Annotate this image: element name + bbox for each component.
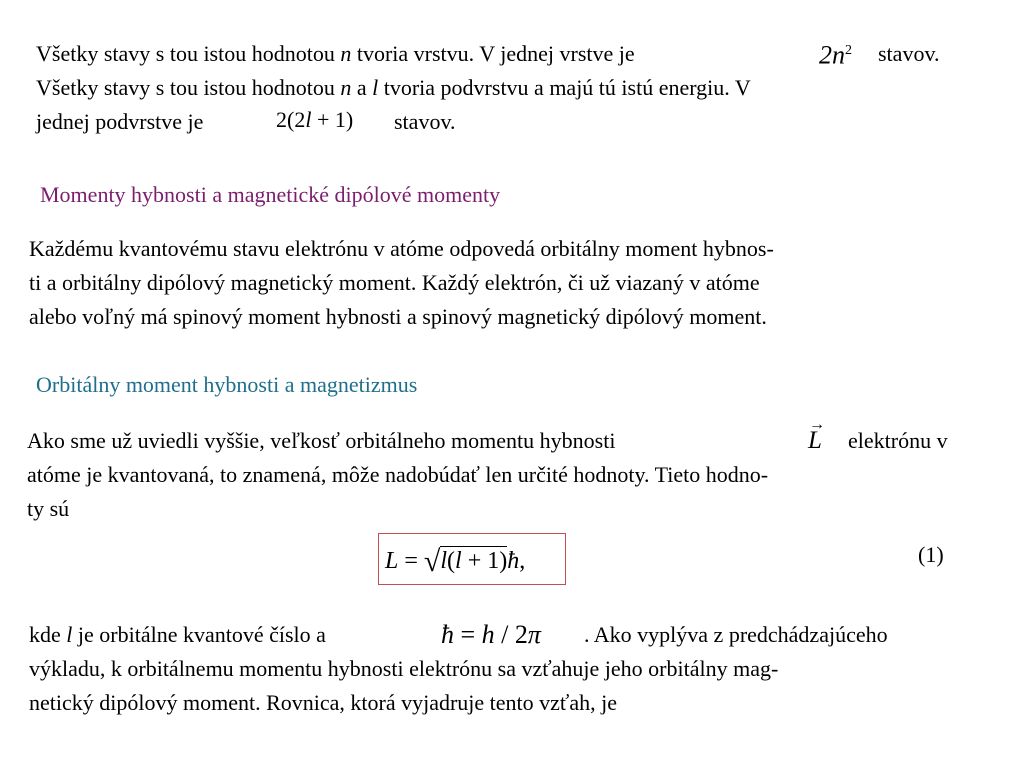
formula-2-2l-plus-1: 2(2l + 1) <box>276 107 354 132</box>
equation-box <box>378 533 566 585</box>
paragraph-definitions <box>29 618 888 720</box>
paragraph-orbital-momentum <box>27 416 948 526</box>
equation-orbital-momentum: L = √l(l + 1)ħ, <box>385 545 526 578</box>
text-line: Ako sme už uviedli vyššie, veľkosť orbitálneho momentu hybnosti → L elektrónu v <box>27 424 768 458</box>
sqrt-icon: √ <box>423 545 441 578</box>
formula-2n2: $2n^2$ <box>819 40 852 70</box>
text-line: kde l je orbitálne kvantové číslo a ħ = h / 2π . Ako vyplýva z predchádzajúceho <box>29 618 778 652</box>
equation-number: (1) <box>918 542 944 567</box>
paragraph-quantum-states <box>29 232 774 334</box>
paragraph-shells <box>36 37 940 139</box>
section-heading-orbital: Orbitálny moment hybnosti a magnetizmus <box>36 372 418 397</box>
text-line: Každému kvantovému stavu elektrónu v atóme odpovedá orbitálny moment hybnos- <box>29 236 774 261</box>
text-line: alebo voľný má spinový moment hybnosti a spinový magnetický dipólový moment. <box>29 304 767 329</box>
text-line: Všetky stavy s tou istou hodnotou n tvoria vrstvu. V jednej vrstve je $2n^2$ stavov. <box>36 37 751 71</box>
text-line: netický dipólový moment. Rovnica, ktorá vyjadruje tento vzťah, je <box>29 690 617 715</box>
vector-arrow-icon: → <box>809 416 825 433</box>
section-heading-moments: Momenty hybnosti a magnetické dipólové momenty <box>40 182 501 207</box>
text-line: jednej podvrstve je 2(2l + 1) stavov. <box>36 105 751 139</box>
text-line: atóme je kvantovaná, to znamená, môže nadobúdať len určité hodnoty. Tieto hodno- <box>27 462 769 487</box>
vector-L-symbol: → L <box>808 424 822 458</box>
text-line: výkladu, k orbitálnemu momentu hybnosti elektrónu sa vzťahuje jeho orbitálny mag- <box>29 656 779 681</box>
formula-hbar: ħ = h / 2π <box>441 620 541 649</box>
sqrt-radicand: l(l + 1) <box>440 548 508 574</box>
text-line: ty sú <box>27 496 70 521</box>
text-line: ti a orbitálny dipólový magnetický moment. Každý elektrón, či už viazaný v atóme <box>29 270 760 295</box>
text-line: Všetky stavy s tou istou hodnotou n a l tvoria podvrstvu a majú tú istú energiu. V <box>36 75 751 100</box>
